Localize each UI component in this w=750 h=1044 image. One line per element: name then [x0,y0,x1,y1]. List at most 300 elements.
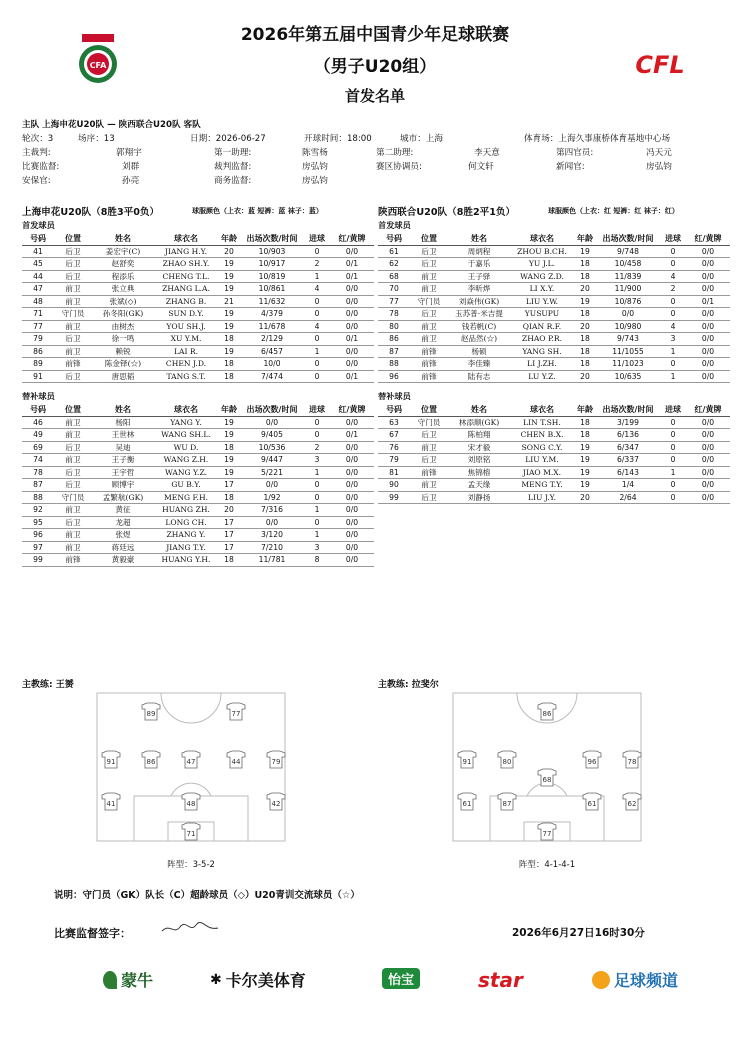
table-cell: 63 [378,416,410,429]
table-cell: 19 [574,454,596,467]
away-coach: 主教练: 拉斐尔 [378,680,439,690]
table-cell: 61 [378,245,410,258]
table-cell: 1/4 [596,479,660,492]
table-row [22,554,374,567]
table-row [378,308,730,321]
table-cell: 19 [218,466,240,479]
column-header: 进球 [660,232,686,245]
shirt-number: 61 [462,800,472,808]
home-subs-label: 替补球员 [22,391,55,401]
table-cell: 19 [574,479,596,492]
column-header: 姓名 [92,403,154,416]
table-cell: 蒋廷远 [92,541,154,554]
table-cell: 0/0 [330,441,374,454]
table-cell: 0 [304,429,330,442]
table-row [22,441,374,454]
table-cell: 17 [218,529,240,542]
table-cell: 10/861 [240,283,304,296]
table-cell: 前卫 [54,295,92,308]
table-cell: MENG T.Y. [510,479,574,492]
table-cell: 守门员 [54,308,92,321]
away-team-section [378,204,730,504]
table-cell: 0/0 [330,554,374,567]
table-cell: 0/0 [686,283,730,296]
table-cell: 王宇哲 [92,466,154,479]
column-header: 号码 [22,403,54,416]
table-row [378,370,730,383]
table-cell: 由树杰 [92,320,154,333]
column-header: 红/黄牌 [686,403,730,416]
table-cell: 46 [22,416,54,429]
table-row [378,479,730,492]
table-cell: 1 [304,529,330,542]
away-starters-label: 首发球员 [378,220,411,230]
table-cell: 1 [304,270,330,283]
table-cell: 前卫 [54,416,92,429]
table-cell: 前卫 [410,333,448,346]
table-cell: 18 [574,345,596,358]
table-cell: WANG Z.D. [510,270,574,283]
table-cell: 吴迪 [92,441,154,454]
table-row [22,541,374,554]
column-header: 位置 [54,403,92,416]
sponsor-star-text: star [478,968,523,992]
table-row [378,283,730,296]
table-cell: 20 [574,283,596,296]
column-header: 年龄 [218,232,240,245]
table-cell: 后卫 [410,429,448,442]
table-cell: 18 [574,270,596,283]
table-cell: 9/447 [240,454,304,467]
shirt-number: 77 [542,830,552,838]
table-cell: 99 [22,554,54,567]
table-cell: JIAO M.X. [510,466,574,479]
table-cell: 2 [304,258,330,271]
table-cell: 8 [304,554,330,567]
table-cell: 9/405 [240,429,304,442]
table-cell: 18 [218,358,240,371]
table-cell: 0/0 [240,479,304,492]
table-row [22,295,374,308]
table-row [378,441,730,454]
table-cell: HUANG Y.H. [154,554,218,567]
sponsor-cbest [382,968,420,989]
table-cell: 47 [22,283,54,296]
table-cell: 10/980 [596,320,660,333]
table-cell: 0/0 [330,416,374,429]
shirt-number: 48 [186,800,196,808]
table-cell: 18 [218,370,240,383]
table-cell: 后卫 [410,308,448,321]
table-row [22,320,374,333]
table-cell: 18 [574,258,596,271]
signature-label: 比赛监督签字： [54,927,131,940]
table-header-row [378,232,730,245]
away-formation: 阵型：4-1-4-1 [518,860,576,870]
table-cell: 0 [304,516,330,529]
cfl-logo [630,49,690,79]
match-date: 日期：2026-06-27 [190,134,266,144]
venue: 体育场：上海久事康桥体育基地中心场 [524,134,671,144]
signature-image [160,919,220,937]
column-header: 位置 [410,403,448,416]
table-cell: 19 [574,441,596,454]
security-officer-label: 安保官: [22,176,51,186]
table-cell: 81 [378,466,410,479]
table-cell: 70 [378,283,410,296]
table-cell: 89 [22,358,54,371]
table-cell: 11/678 [240,320,304,333]
table-cell: 后卫 [54,516,92,529]
table-cell: 0/1 [330,370,374,383]
table-cell: 88 [378,358,410,371]
table-cell: 前锋 [410,358,448,371]
table-cell: 0 [304,370,330,383]
column-header: 球衣名 [510,232,574,245]
table-cell: 顾博宇 [92,479,154,492]
shirt-number: 89 [146,710,156,718]
ftv-icon [592,971,610,989]
table-cell: 周炳程 [448,245,510,258]
table-cell: 18 [218,554,240,567]
table-cell: 19 [218,258,240,271]
table-cell: 7/210 [240,541,304,554]
table-cell: 80 [378,320,410,333]
table-row [22,333,374,346]
sponsor-cbest-text: 怡宝 [382,968,420,989]
table-cell: 49 [22,429,54,442]
table-cell: 19 [218,454,240,467]
table-cell: 0 [304,308,330,321]
table-cell: 0 [660,258,686,271]
shirt-number: 71 [186,830,196,838]
table-cell: WU D. [154,441,218,454]
table-cell: 后卫 [54,441,92,454]
table-cell: 10/917 [240,258,304,271]
table-cell: 0/0 [686,429,730,442]
table-cell: 0/0 [330,541,374,554]
table-cell: 18 [218,491,240,504]
table-cell: 76 [378,441,410,454]
table-cell: 前卫 [54,541,92,554]
table-cell: 19 [574,295,596,308]
table-header-row [22,232,374,245]
table-cell: 黄征 [92,504,154,517]
center-circle [161,693,221,723]
table-cell: 95 [22,516,54,529]
table-cell: 41 [22,245,54,258]
table-cell: 后卫 [54,245,92,258]
table-cell: 21 [218,295,240,308]
table-row [22,258,374,271]
table-cell: 3/120 [240,529,304,542]
player-shirt [182,793,200,810]
table-cell: 0/1 [330,270,374,283]
table-cell: 18 [574,333,596,346]
table-cell: 0/0 [330,245,374,258]
referee: 郭翔宇 [116,148,142,158]
referee-assessor: 房弘钧 [302,162,328,172]
column-header: 姓名 [448,232,510,245]
table-cell: 孟天缘 [448,479,510,492]
table-cell: 后卫 [54,479,92,492]
table-cell: 刘静扬 [448,491,510,504]
table-cell: 陆有志 [448,370,510,383]
column-header: 红/黄牌 [330,403,374,416]
table-cell: 90 [378,479,410,492]
ar1: 陈雪杨 [302,148,328,158]
table-cell: 后卫 [54,466,92,479]
fourth-official: 冯天元 [646,148,672,158]
shirt-number: 96 [587,758,597,766]
table-cell: 0/0 [686,345,730,358]
column-header: 球衣名 [154,232,218,245]
table-cell: 前卫 [54,529,92,542]
table-cell: 后卫 [54,258,92,271]
table-cell: 88 [22,491,54,504]
table-cell: 0/0 [686,270,730,283]
table-cell: 程添乐 [92,270,154,283]
table-cell: 0/0 [596,308,660,321]
table-cell: 0 [660,454,686,467]
table-cell: 0/0 [686,245,730,258]
table-cell: 6/136 [596,429,660,442]
shirt-number: 41 [106,800,116,808]
sponsor-kelme [210,968,306,991]
table-cell: 7/316 [240,504,304,517]
table-cell: 0 [660,479,686,492]
player-shirt [583,751,601,768]
table-cell: 前卫 [54,504,92,517]
player-shirt [102,793,120,810]
match-info [22,118,732,188]
table-cell: LIN T.SH. [510,416,574,429]
table-cell: 前卫 [54,320,92,333]
table-cell: 后卫 [410,454,448,467]
table-cell: YANG Y. [154,416,218,429]
table-cell: 孟繁航(GK) [92,491,154,504]
table-cell: 19 [218,270,240,283]
player-shirt [182,823,200,840]
table-cell: 李佳臻 [448,358,510,371]
table-cell: 前锋 [54,554,92,567]
table-cell: 0/0 [686,320,730,333]
table-cell: 18 [574,429,596,442]
table-cell: 87 [378,345,410,358]
table-cell: 0/0 [686,454,730,467]
table-row [378,358,730,371]
table-cell: 0 [304,416,330,429]
table-cell: 玉苏普·米吉提 [448,308,510,321]
sponsor-star [478,968,523,992]
table-row [378,295,730,308]
table-cell: 前锋 [410,345,448,358]
table-cell: 后卫 [410,258,448,271]
document-title: 首发名单 [344,87,405,105]
table-cell: 11/1023 [596,358,660,371]
table-cell: 0 [660,358,686,371]
table-cell: ZHANG L.A. [154,283,218,296]
shirt-number: 78 [627,758,637,766]
sponsor-football-channel-text: 足球频道 [614,971,679,990]
table-cell: 4 [660,270,686,283]
table-cell: 王子衡 [92,454,154,467]
table-cell: TANG S.T. [154,370,218,383]
table-cell: 0 [304,479,330,492]
table-cell: LI X.Y. [510,283,574,296]
table-cell: 18 [574,308,596,321]
table-cell: 19 [218,429,240,442]
table-cell: 3 [304,454,330,467]
table-cell: 0/1 [330,258,374,271]
table-cell: 1/92 [240,491,304,504]
table-row [378,245,730,258]
table-cell: 97 [22,541,54,554]
table-cell: 2 [660,283,686,296]
table-row [378,345,730,358]
player-shirt [458,793,476,810]
table-cell: MENG F.H. [154,491,218,504]
table-cell: 陈金铎(☆) [92,358,154,371]
table-cell: LU Y.Z. [510,370,574,383]
table-cell: 9/748 [596,245,660,258]
shirt-number: 91 [462,758,472,766]
table-cell: 王世林 [92,429,154,442]
home-team-title: 上海申花U20队（8胜3平0负） [22,207,160,218]
away-team-title: 陕西联合U20队（8胜2平1负） [378,207,516,218]
table-row [378,333,730,346]
table-cell: 钱若帆(C) [448,320,510,333]
shirt-number: 42 [271,800,281,808]
table-cell: 4 [660,320,686,333]
table-cell: 96 [378,370,410,383]
table-row [378,429,730,442]
table-cell: 10/0 [240,358,304,371]
column-header: 进球 [304,232,330,245]
table-cell: 19 [218,308,240,321]
player-shirt [498,751,516,768]
player-shirt [102,751,120,768]
table-cell: 96 [22,529,54,542]
table-cell: 0/0 [686,358,730,371]
table-cell: 79 [378,454,410,467]
table-cell: CHEN J.D. [154,358,218,371]
player-shirt [458,751,476,768]
match-number: 场序：13 [78,134,115,144]
column-header: 球衣名 [510,403,574,416]
cfa-logo-text: CFA [89,61,107,70]
table-cell: 62 [378,258,410,271]
sponsor-kelme-text: 卡尔美体育 [225,971,306,990]
sponsor-mengniu [103,968,153,991]
player-shirt [538,769,556,786]
table-cell: 0/1 [686,295,730,308]
column-header: 红/黄牌 [686,232,730,245]
shirt-number: 91 [106,758,116,766]
table-cell: 0/0 [686,479,730,492]
column-header: 号码 [378,403,410,416]
table-cell: 张煜 [92,529,154,542]
table-row [22,479,374,492]
kelme-paw-icon: ✱ [210,971,222,988]
table-row [22,416,374,429]
table-cell: WANG Y.Z. [154,466,218,479]
table-cell: 17 [218,541,240,554]
table-cell: JIANG T.Y. [154,541,218,554]
table-cell: 7/474 [240,370,304,383]
table-cell: 黄毅豪 [92,554,154,567]
away-formation-pitch [452,692,642,842]
table-row [22,270,374,283]
table-cell: ZHOU B.CH. [510,245,574,258]
sponsor-bar [0,968,750,1008]
player-shirt [182,751,200,768]
table-cell: 19 [574,245,596,258]
table-cell: 0/0 [330,466,374,479]
table-cell: 1 [304,466,330,479]
table-cell: ZHANG Y. [154,529,218,542]
table-cell: 18 [218,333,240,346]
table-cell: 1 [660,466,686,479]
table-cell: GU B.Y. [154,479,218,492]
mengniu-icon [103,971,117,989]
table-cell: 3 [304,541,330,554]
table-cell: YU J.L. [510,258,574,271]
city: 城市：上海 [400,134,443,144]
table-cell: 0 [660,429,686,442]
table-cell: 0 [660,245,686,258]
home-starters-table [22,232,374,383]
table-cell: 67 [378,429,410,442]
teams-label: 主队 上海申花U20队 — 陕西联合U20队 客队 [22,120,201,130]
ar1-label: 第一助理: [214,148,252,158]
player-shirt [538,823,556,840]
table-cell: 0/0 [330,529,374,542]
player-shirt [142,703,160,720]
sponsor-mengniu-text: 蒙牛 [121,971,154,990]
table-cell: 10/536 [240,441,304,454]
table-cell: 0/0 [330,454,374,467]
table-cell: 20 [218,245,240,258]
table-cell: LI J.ZH. [510,358,574,371]
table-row [22,454,374,467]
ar2: 李天意 [474,148,500,158]
table-cell: 0/0 [240,416,304,429]
page-subtitle: （男子U20组） [313,57,437,77]
table-cell: 79 [22,333,54,346]
table-row [22,345,374,358]
table-cell: 10/635 [596,370,660,383]
kickoff-time: 开球时间：18:00 [304,134,372,144]
table-cell: 0/0 [686,466,730,479]
sponsor-football-channel [592,968,678,991]
table-cell: LIU Y.M. [510,454,574,467]
home-subs-table [22,403,374,567]
legend-note: 说明：守门员（GK）队长（C）超龄球员（◇）U20青训交流球员（☆） [54,890,360,901]
table-cell: ZHAO P.R. [510,333,574,346]
table-cell: 11/839 [596,270,660,283]
table-row [378,258,730,271]
shirt-number: 77 [231,710,241,718]
table-cell: WANG Z.H. [154,454,218,467]
column-header: 红/黄牌 [330,232,374,245]
shirt-number: 61 [587,800,597,808]
table-cell: 1 [660,345,686,358]
table-row [22,504,374,517]
table-cell: 0 [304,295,330,308]
player-shirt [267,793,285,810]
table-cell: 0/0 [686,370,730,383]
